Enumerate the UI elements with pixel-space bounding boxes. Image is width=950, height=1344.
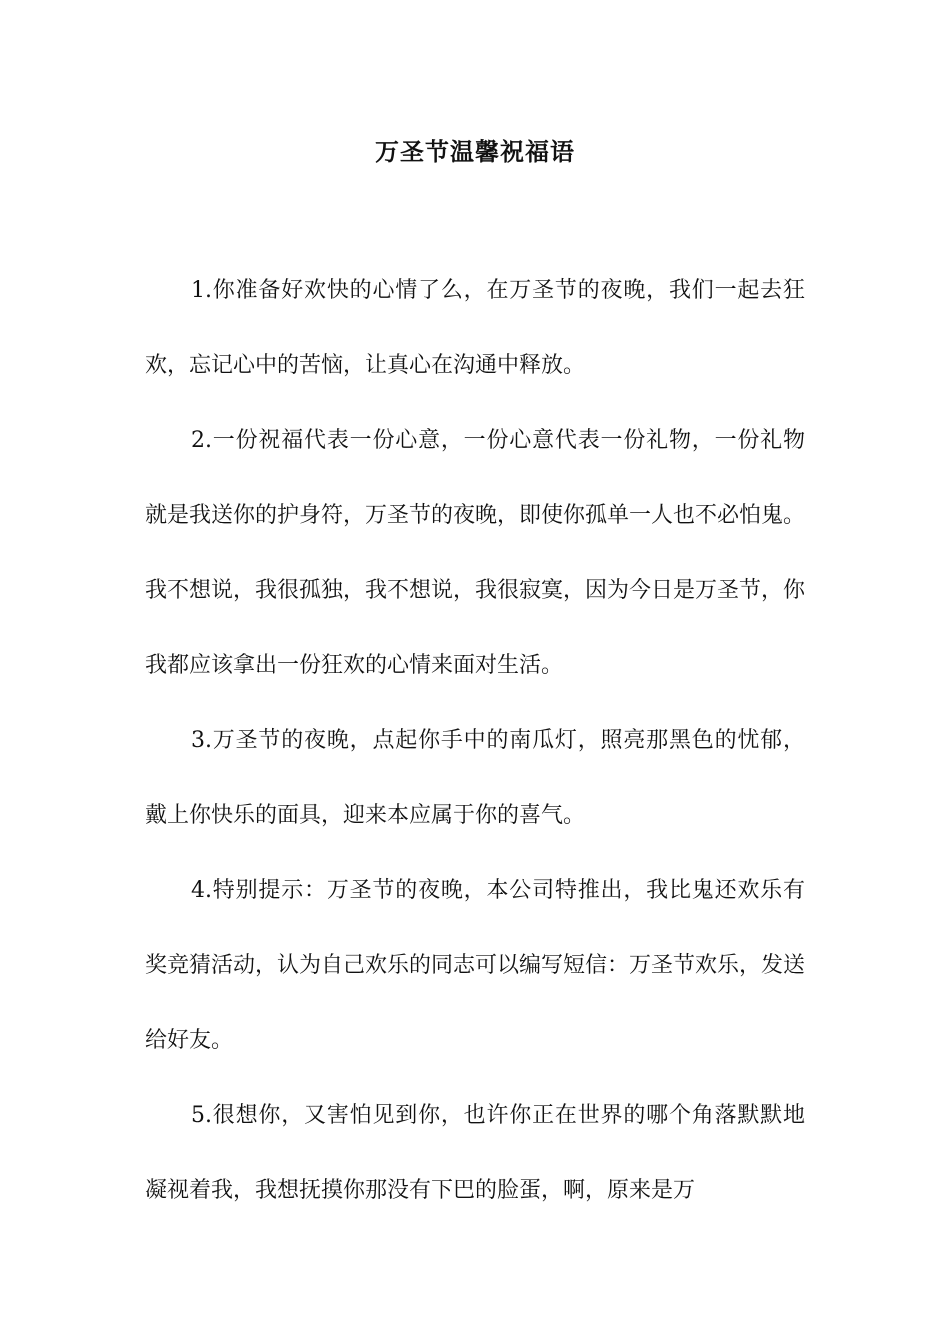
paragraph-3: 3.万圣节的夜晚，点起你手中的南瓜灯，照亮那黑色的忧郁，戴上你快乐的面具，迎来本应属于你的喜气。 [145, 728, 805, 828]
document-title: 万圣节温馨祝福语 [375, 137, 575, 166]
paragraph-2: 2.一份祝福代表一份心意，一份心意代表一份礼物，一份礼物就是我送你的护身符，万圣节的夜晚，即使你孤单一人也不必怕鬼。我不想说，我很孤独，我不想说，我很寂寞，因为今日是万圣节，你我都应该拿出一份狂欢的心情来面对生活。 [145, 428, 806, 678]
document-body [145, 253, 805, 1228]
paragraph-4: 4.特别提示：万圣节的夜晚，本公司特推出，我比鬼还欢乐有奖竞猜活动，认为自己欢乐的同志可以编写短信：万圣节欢乐，发送给好友。 [145, 878, 806, 1053]
paragraph-5: 5.很想你，又害怕见到你，也许你正在世界的哪个角落默默地凝视着我，我想抚摸你那没有下巴的脸蛋，啊，原来是万 [145, 1103, 805, 1203]
paragraph-1: 1.你准备好欢快的心情了么，在万圣节的夜晚，我们一起去狂欢，忘记心中的苦恼，让真心在沟通中释放。 [145, 278, 805, 378]
